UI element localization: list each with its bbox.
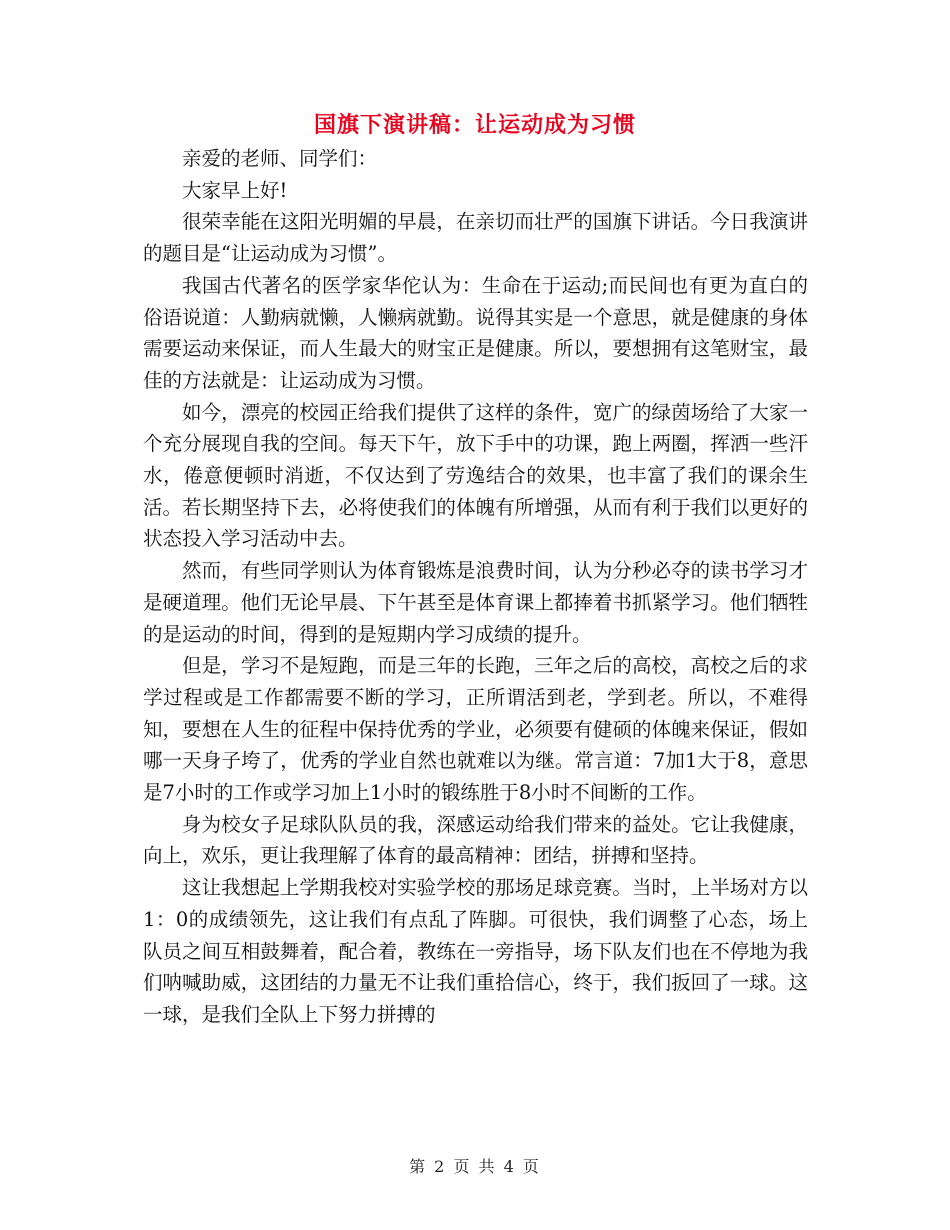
page-number-footer: 第 2 页 共 4 页 [409,1157,541,1176]
paragraph-football-team: 身为校女子足球队队员的我，深感运动给我们带来的益处。它让我健康，向上，欢乐，更让我理解了体育的最高精神：团结，拼搏和坚持。 [143,812,808,868]
document-title: 国旗下演讲稿：让运动成为习惯 [313,112,636,138]
document-body [143,143,808,1031]
paragraph-greeting: 亲爱的老师、同学们： [182,147,378,170]
paragraph-intro: 很荣幸能在这阳光明媚的早晨，在亲切而壮严的国旗下讲话。今日我演讲的题目是“让运动成为习惯”。 [143,210,808,266]
paragraph-match: 这让我想起上学期我校对实验学校的那场足球竞赛。当时，上半场对方以1：0的成绩领先，这让我们有点乱了阵脚。可很快，我们调整了心态，场上队员之间互相鼓舞着，配合着，教练在一旁指导，场下队友们也在不停地为我们呐喊助威，这团结的力量无不让我们重拾信心，终于，我们扳回了一球。这一球，是我们全队上下努力拼搏的 [143,876,808,1026]
paragraph-but: 但是，学习不是短跑，而是三年的长跑，三年之后的高校，高校之后的求学过程或是工作都需要不断的学习，正所谓活到老，学到老。所以，不难得知，要想在人生的征程中保持优秀的学业，必须要有健硕的体魄来保证，假如哪一天身子垮了，优秀的学业自然也就难以为继。常言道：7加1大于8，意思是7小时的工作或学习加上1小时的锻练胜于8小时不间断的工作。 [143,654,808,805]
paragraph-huatuo: 我国古代著名的医学家华佗认为：生命在于运动;而民间也有更为直白的俗语说道：人勤病就懒，人懒病就勤。说得其实是一个意思，就是健康的身体需要运动来保证，而人生最大的财宝正是健康。所以，要想拥有这笔财宝，最佳的方法就是：让运动成为习惯。 [143,273,808,392]
paragraph-campus: 如今，漂亮的校园正给我们提供了这样的条件，宽广的绿茵场给了大家一个充分展现自我的空间。每天下午，放下手中的功课，跑上两圈，挥洒一些汗水，倦意便顿时消逝，不仅达到了劳逸结合的效果，也丰富了我们的课余生活。若长期坚持下去，必将使我们的体魄有所增强，从而有利于我们以更好的状态投入学习活动中去。 [143,400,808,551]
paragraph-however: 然而，有些同学则认为体育锻炼是浪费时间，认为分秒必夺的读书学习才是硬道理。他们无论早晨、下午甚至是体育课上都捧着书抓紧学习。他们牺牲的是运动的时间，得到的是短期内学习成绩的提升。 [143,559,808,646]
paragraph-good-morning: 大家早上好! [182,178,288,202]
